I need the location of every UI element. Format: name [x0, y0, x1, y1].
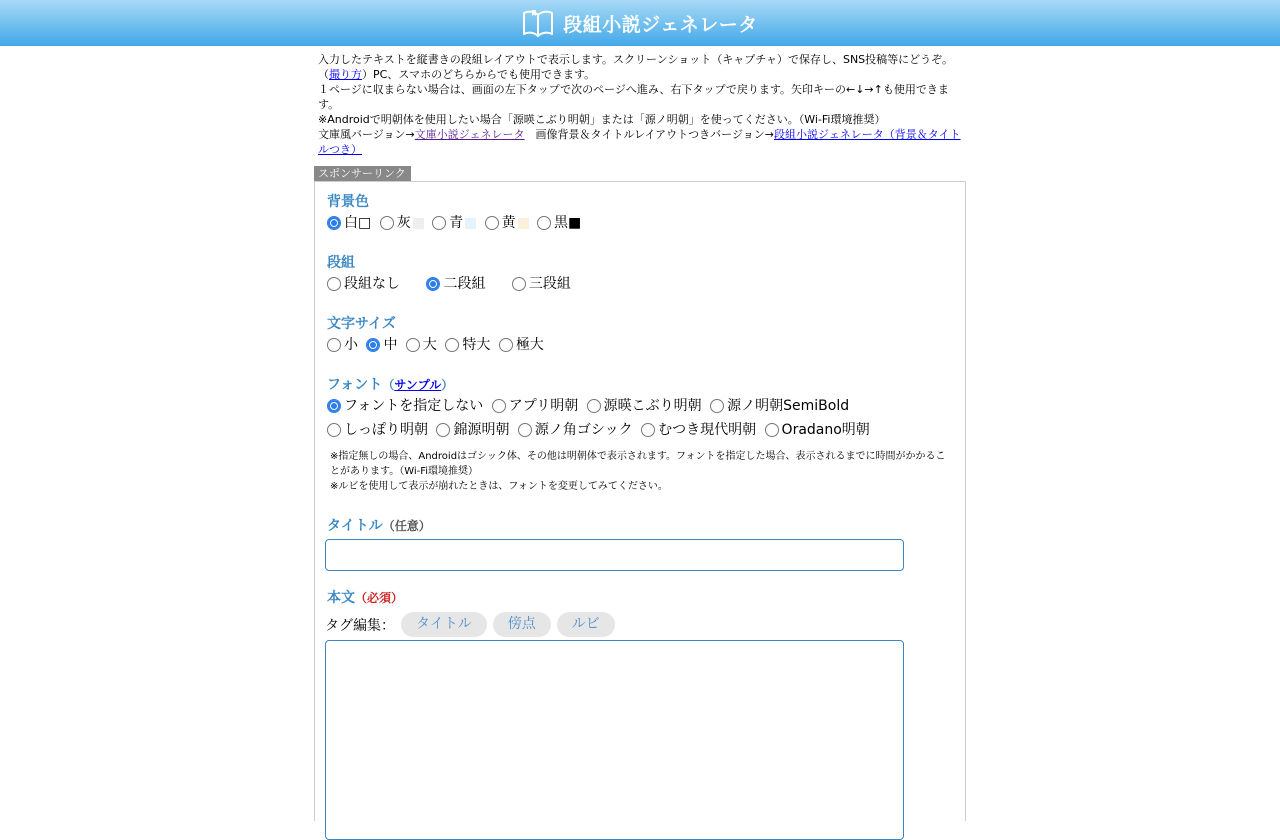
font-option-gen-mincho-semibold[interactable]	[710, 396, 849, 416]
option-label: 特大	[462, 337, 491, 353]
title-optional-note: （任意）	[382, 519, 431, 533]
title-section	[327, 516, 953, 571]
title-input[interactable]	[325, 539, 904, 571]
intro-line-2: １ページに収まらない場合は、画面の左下タップで次のページへ進み、右下タップで戻ります。矢印キーの←↓→↑も使用できます。	[318, 83, 949, 111]
bg-version-link[interactable]: 段組小説ジェネレータ（背景＆タイトルつき）	[318, 128, 961, 156]
bgcolor-option-white[interactable]	[327, 213, 371, 233]
option-label: 二段組	[443, 276, 486, 292]
bgcolor-options	[327, 213, 953, 236]
bunko-link[interactable]: 文庫小説ジェネレータ	[414, 128, 525, 141]
body-required-note: （必須）	[355, 591, 404, 605]
option-label: 源暎こぶり明朝	[603, 398, 702, 414]
option-label: 極大	[515, 337, 544, 353]
font-sample-link[interactable]: サンプル	[394, 378, 442, 392]
option-label: 小	[344, 337, 358, 353]
app-header	[0, 0, 1280, 46]
radio-button[interactable]	[518, 423, 532, 437]
intro-line-3: ※Androidで明朝体を使用したい場合「源暎こぶり明朝」または「源ノ明朝」を使ってください。（Wi-Fi環境推奨）	[318, 113, 886, 126]
bgcolor-option-yellow[interactable]	[485, 213, 529, 233]
font-options-row-1	[327, 396, 953, 419]
font-option-gen-kaku-gothic[interactable]	[518, 420, 633, 440]
intro-line-4a: 文庫風バージョン→	[318, 128, 415, 141]
option-label: 源ノ明朝SemiBold	[727, 398, 850, 414]
radio-button[interactable]	[499, 338, 513, 352]
option-label: 青	[449, 215, 464, 231]
body-textarea[interactable]	[325, 640, 904, 840]
fontsize-section	[327, 314, 953, 358]
font-option-oradano[interactable]	[765, 420, 870, 440]
font-section	[327, 375, 953, 494]
radio-button[interactable]	[485, 216, 499, 230]
intro-line-4	[318, 127, 964, 157]
fontsize-option-small[interactable]	[327, 335, 358, 355]
form-panel	[314, 181, 966, 821]
radio-button[interactable]	[327, 399, 341, 413]
option-label: 段組なし	[344, 276, 400, 292]
gray-swatch	[413, 218, 424, 229]
paren-close: ）	[441, 378, 454, 392]
option-label: 黄	[501, 215, 516, 231]
font-label: フォント	[327, 377, 383, 393]
fontsize-label: 文字サイズ	[327, 316, 396, 332]
bgcolor-section	[327, 192, 953, 236]
fontsize-option-large[interactable]	[406, 335, 437, 355]
fontsize-option-medium[interactable]	[366, 335, 397, 355]
font-option-shippori[interactable]	[327, 420, 428, 440]
radio-button[interactable]	[327, 423, 341, 437]
radio-button[interactable]	[765, 423, 779, 437]
radio-button[interactable]	[512, 277, 526, 291]
radio-button[interactable]	[432, 216, 446, 230]
option-label: 三段組	[528, 276, 571, 292]
title-label-row	[327, 516, 953, 536]
bgcolor-label: 背景色	[327, 194, 369, 210]
radio-button[interactable]	[587, 399, 601, 413]
option-label: 中	[383, 337, 398, 353]
font-option-mutsuki[interactable]	[641, 420, 756, 440]
tag-edit-row	[325, 612, 953, 637]
body-label: 本文	[327, 590, 355, 606]
option-label: 灰	[396, 215, 411, 231]
intro-line-4b: 画像背景＆タイトルレイアウトつきバージョン→	[524, 128, 774, 141]
bgcolor-option-gray[interactable]	[380, 213, 424, 233]
columns-section	[327, 253, 953, 297]
tag-ruby-button[interactable]: ルビ	[557, 612, 615, 637]
option-label: アプリ明朝	[508, 398, 579, 414]
font-option-default[interactable]	[327, 396, 483, 416]
blue-swatch	[465, 218, 476, 229]
app-title: 段組小説ジェネレータ	[563, 13, 758, 36]
font-option-app-mincho[interactable]	[492, 396, 578, 416]
option-label: フォントを指定しない	[344, 398, 484, 414]
radio-button[interactable]	[537, 216, 551, 230]
font-note-2: ※ルビを使用して表示が崩れたときは、フォントを変更してみてください。	[330, 481, 668, 492]
font-label-row	[327, 375, 953, 395]
radio-button[interactable]	[327, 338, 341, 352]
fontsize-option-xxlarge[interactable]	[499, 335, 544, 355]
radio-button[interactable]	[327, 277, 341, 291]
columns-option-three[interactable]	[512, 274, 571, 294]
intro-line-1a: 入力したテキストを縦書きの段組レイアウトで表示します。スクリーンショット（キャプチャ）で保存し、SNS投稿等にどうぞ。（	[318, 53, 953, 81]
intro-line-1b: ）PC、スマホのどちらからでも使用できます。	[362, 68, 596, 81]
paren-open: （	[382, 378, 395, 392]
radio-button[interactable]	[710, 399, 724, 413]
tag-title-button[interactable]: タイトル	[401, 612, 487, 637]
radio-button[interactable]	[327, 216, 341, 230]
option-label: 白	[344, 215, 358, 231]
sponsor-label: スポンサーリンク	[314, 166, 411, 181]
body-label-row	[327, 588, 953, 608]
columns-option-none[interactable]	[327, 274, 400, 294]
radio-button[interactable]	[426, 277, 440, 291]
font-notes	[327, 449, 953, 494]
option-label: むつき現代明朝	[658, 422, 757, 438]
howto-link[interactable]: 撮り方	[329, 68, 362, 81]
title-label: タイトル	[327, 518, 383, 534]
yellow-swatch	[518, 218, 529, 229]
main-content	[314, 52, 966, 821]
intro-line-1	[318, 52, 964, 82]
black-swatch: ■	[568, 215, 582, 231]
radio-button[interactable]	[492, 399, 506, 413]
white-swatch: □	[358, 215, 372, 231]
font-note-1: ※指定無しの場合、Androidはゴシック体、その他は明朝体で表示されます。フォントを指定した場合、表示されるまでに時間がかかることがあります。（Wi-Fi環境推奨）	[330, 451, 946, 477]
bgcolor-option-blue[interactable]	[432, 213, 476, 233]
body-section	[327, 588, 953, 840]
bgcolor-option-black[interactable]	[537, 213, 581, 233]
radio-button[interactable]	[445, 338, 459, 352]
option-label: Oradano明朝	[781, 422, 870, 438]
radio-button[interactable]	[436, 423, 450, 437]
radio-button[interactable]	[366, 338, 380, 352]
tag-edit-label: タグ編集：	[325, 617, 395, 634]
tag-emphasis-button[interactable]: 傍点	[493, 612, 551, 637]
font-option-genei-koburi[interactable]	[587, 396, 702, 416]
radio-button[interactable]	[641, 423, 655, 437]
intro-text	[314, 52, 966, 157]
option-label: 錦源明朝	[453, 422, 510, 438]
option-label: 大	[422, 337, 437, 353]
fontsize-options	[327, 335, 953, 358]
font-options-row-2	[327, 420, 953, 443]
columns-options	[327, 274, 953, 297]
option-label: しっぽり明朝	[344, 422, 428, 438]
fontsize-option-xlarge[interactable]	[445, 335, 490, 355]
open-book-icon	[522, 8, 554, 38]
option-label: 黒	[554, 215, 569, 231]
columns-option-two[interactable]	[426, 274, 485, 294]
option-label: 源ノ角ゴシック	[534, 422, 633, 438]
columns-label: 段組	[327, 255, 355, 271]
radio-button[interactable]	[406, 338, 420, 352]
radio-button[interactable]	[380, 216, 394, 230]
font-option-kingen[interactable]	[436, 420, 509, 440]
